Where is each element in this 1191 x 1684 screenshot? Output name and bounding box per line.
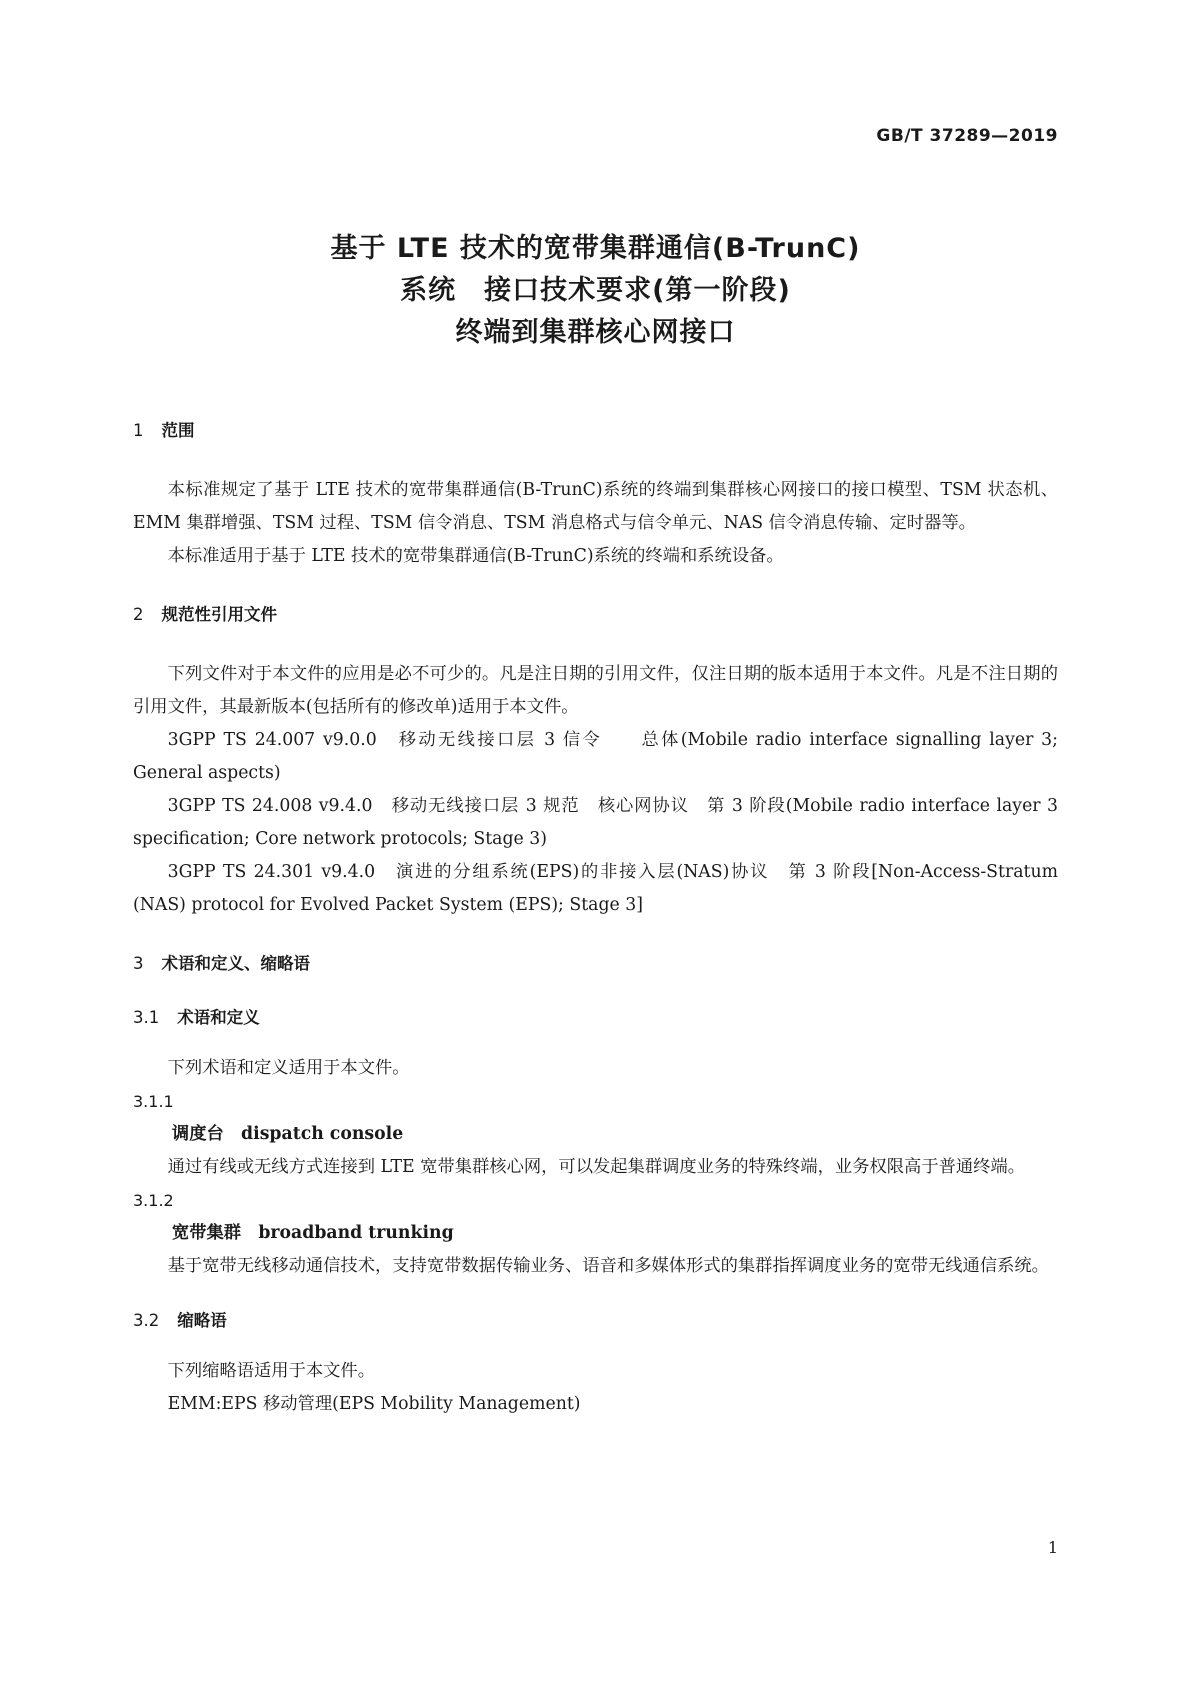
document-body: [133, 414, 1064, 1421]
section-title: 术语和定义: [177, 1008, 260, 1027]
section-title: 规范性引用文件: [161, 605, 277, 624]
page-number: 1: [1047, 1538, 1058, 1557]
scope-applicability: 本标准适用于基于 LTE 技术的宽带集群通信(B-TrunC)系统的终端和系统设备。: [167, 546, 784, 566]
reference-item: 3GPP TS 24.007 v9.0.0 移动无线接口层 3 信令 总体(Mobile radio interface signalling layer 3; General aspects): [133, 730, 1064, 783]
term-title: 宽带集群 broadband trunking: [171, 1223, 454, 1243]
abbreviation-item: EMM:EPS 移动管理(EPS Mobility Management): [167, 1394, 581, 1414]
standard-number: GB/T 37289—2019: [876, 126, 1058, 146]
reference-item: 3GPP TS 24.008 v9.4.0 移动无线接口层 3 规范 核心网协议 第 3 阶段(Mobile radio interface layer 3 specification; Core network protocols; Stage 3): [133, 796, 1064, 849]
title-line-2: 系统 接口技术要求(第一阶段): [400, 275, 791, 306]
abbreviations-intro: 下列缩略语适用于本文件。: [167, 1361, 375, 1381]
reference-item: 3GPP TS 24.301 v9.4.0 演进的分组系统(EPS)的非接入层(NAS)协议 第 3 阶段[Non-Access-Stratum (NAS) protocol for Evolved Packet System (EPS); Stage 3]: [133, 862, 1064, 915]
section-number: 2: [133, 605, 144, 624]
section-1-heading: [133, 414, 1058, 447]
term-definition: 基于宽带无线移动通信技术，支持宽带数据传输业务、语音和多媒体形式的集群指挥调度业务的宽带无线通信系统。: [167, 1256, 1049, 1276]
document-title: [0, 228, 1191, 354]
section-number: 3: [133, 954, 144, 973]
title-line-1: 基于 LTE 技术的宽带集群通信(B-TrunC): [330, 233, 861, 264]
terms-intro: 下列术语和定义适用于本文件。: [167, 1058, 410, 1078]
section-title: 范围: [161, 421, 195, 440]
term-number: 3.1.1: [133, 1092, 174, 1111]
section-3-2-heading: [133, 1304, 1058, 1337]
section-number: 3.1: [133, 1008, 160, 1027]
term-title: 调度台 dispatch console: [171, 1124, 404, 1144]
term-number: 3.1.2: [133, 1191, 174, 1210]
scope-paragraph: 本标准规定了基于 LTE 技术的宽带集群通信(B-TrunC)系统的终端到集群核心网接口的接口模型、TSM 状态机、EMM 集群增强、TSM 过程、TSM 信令消息、TSM 消息格式与信令单元、NAS 信令消息传输、定时器等。: [133, 480, 1058, 533]
section-3-1-heading: [133, 1001, 1058, 1034]
section-title: 术语和定义、缩略语: [161, 954, 310, 973]
section-number: 3.2: [133, 1311, 160, 1330]
references-intro: 下列文件对于本文件的应用是必不可少的。凡是注日期的引用文件，仅注日期的版本适用于本文件。凡是不注日期的引用文件，其最新版本(包括所有的修改单)适用于本文件。: [133, 664, 1058, 717]
title-line-3: 终端到集群核心网接口: [455, 317, 736, 348]
section-3-heading: [133, 947, 1058, 980]
term-definition: 通过有线或无线方式连接到 LTE 宽带集群核心网，可以发起集群调度业务的特殊终端，业务权限高于普通终端。: [167, 1157, 1026, 1177]
section-title: 缩略语: [177, 1311, 227, 1330]
section-number: 1: [133, 421, 144, 440]
section-2-heading: [133, 598, 1058, 631]
